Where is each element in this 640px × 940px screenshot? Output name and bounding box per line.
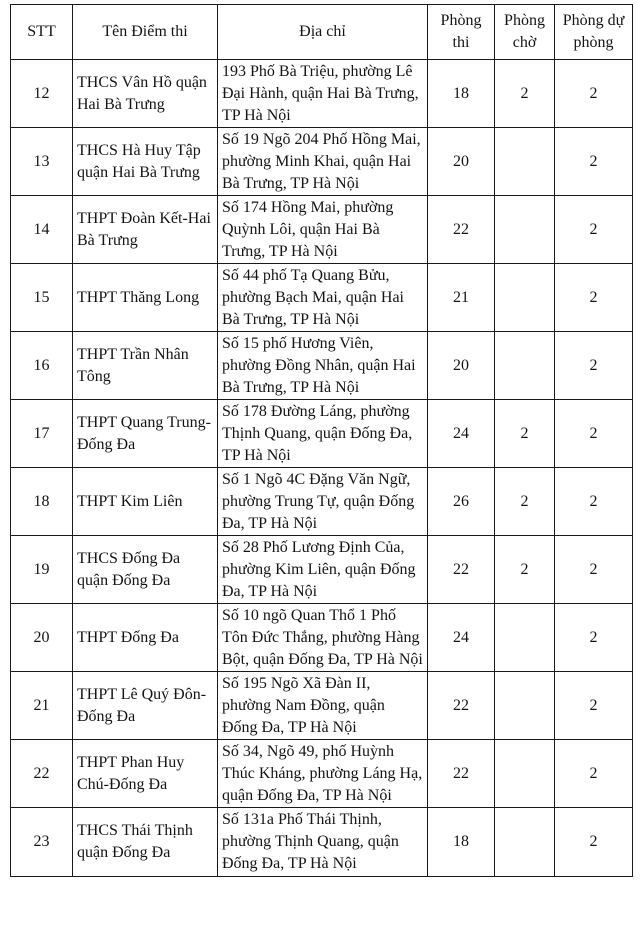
cell-reserve: 2: [555, 196, 633, 264]
cell-rooms: 18: [428, 808, 495, 877]
cell-address: Số 28 Phố Lương Định Của, phường Kim Liên, quận Đống Đa, TP Hà Nội: [218, 536, 428, 604]
table-row: [11, 400, 633, 468]
table-row: [11, 468, 633, 536]
table-row: [11, 536, 633, 604]
table-row: [11, 604, 633, 672]
table-row: [11, 808, 633, 877]
cell-waiting: [495, 196, 555, 264]
cell-waiting: [495, 332, 555, 400]
cell-waiting: 2: [495, 536, 555, 604]
header-reserve: Phòng dự phòng: [555, 5, 633, 60]
table-row: [11, 196, 633, 264]
cell-reserve: 2: [555, 60, 633, 128]
cell-name: THCS Thái Thịnh quận Đống Đa: [73, 808, 218, 877]
cell-rooms: 20: [428, 128, 495, 196]
table-row: [11, 60, 633, 128]
table-row: [11, 672, 633, 740]
cell-stt: 15: [11, 264, 73, 332]
cell-reserve: 2: [555, 604, 633, 672]
cell-name: THPT Phan Huy Chú-Đống Đa: [73, 740, 218, 808]
cell-rooms: 22: [428, 740, 495, 808]
table-row: [11, 332, 633, 400]
cell-waiting: [495, 264, 555, 332]
cell-stt: 20: [11, 604, 73, 672]
cell-name: THCS Đống Đa quận Đống Đa: [73, 536, 218, 604]
cell-name: THPT Đoàn Kết-Hai Bà Trưng: [73, 196, 218, 264]
cell-name: THPT Quang Trung-Đống Đa: [73, 400, 218, 468]
header-stt: STT: [11, 5, 73, 60]
cell-rooms: 22: [428, 672, 495, 740]
cell-stt: 19: [11, 536, 73, 604]
cell-stt: 18: [11, 468, 73, 536]
cell-reserve: 2: [555, 740, 633, 808]
cell-address: Số 1 Ngõ 4C Đặng Văn Ngữ, phường Trung Tự, quận Đống Đa, TP Hà Nội: [218, 468, 428, 536]
cell-waiting: [495, 672, 555, 740]
cell-reserve: 2: [555, 400, 633, 468]
cell-address: Số 131a Phố Thái Thịnh, phường Thịnh Quang, quận Đống Đa, TP Hà Nội: [218, 808, 428, 877]
cell-name: THPT Thăng Long: [73, 264, 218, 332]
cell-waiting: [495, 740, 555, 808]
cell-reserve: 2: [555, 128, 633, 196]
exam-sites-table: [10, 4, 633, 877]
cell-rooms: 18: [428, 60, 495, 128]
cell-stt: 12: [11, 60, 73, 128]
header-rooms: Phòng thi: [428, 5, 495, 60]
cell-name: THPT Lê Quý Đôn-Đống Đa: [73, 672, 218, 740]
cell-rooms: 22: [428, 536, 495, 604]
cell-reserve: 2: [555, 468, 633, 536]
header-waiting: Phòng chờ: [495, 5, 555, 60]
table-row: [11, 128, 633, 196]
cell-rooms: 24: [428, 400, 495, 468]
cell-waiting: 2: [495, 60, 555, 128]
cell-stt: 21: [11, 672, 73, 740]
cell-stt: 23: [11, 808, 73, 877]
cell-address: Số 10 ngõ Quan Thổ 1 Phố Tôn Đức Thắng, phường Hàng Bột, quận Đống Đa, TP Hà Nội: [218, 604, 428, 672]
cell-rooms: 22: [428, 196, 495, 264]
cell-rooms: 21: [428, 264, 495, 332]
table-row: [11, 264, 633, 332]
cell-waiting: 2: [495, 468, 555, 536]
cell-stt: 16: [11, 332, 73, 400]
header-name: Tên Điểm thi: [73, 5, 218, 60]
cell-reserve: 2: [555, 264, 633, 332]
table-header-row: [11, 5, 633, 60]
header-address: Địa chỉ: [218, 5, 428, 60]
cell-waiting: [495, 604, 555, 672]
cell-address: Số 174 Hồng Mai, phường Quỳnh Lôi, quận Hai Bà Trưng, TP Hà Nội: [218, 196, 428, 264]
cell-name: THCS Vân Hồ quận Hai Bà Trưng: [73, 60, 218, 128]
cell-reserve: 2: [555, 536, 633, 604]
cell-waiting: 2: [495, 400, 555, 468]
cell-name: THCS Hà Huy Tập quận Hai Bà Trưng: [73, 128, 218, 196]
cell-address: Số 195 Ngõ Xã Đàn II, phường Nam Đồng, quận Đống Đa, TP Hà Nội: [218, 672, 428, 740]
cell-address: 193 Phố Bà Triệu, phường Lê Đại Hành, quận Hai Bà Trưng, TP Hà Nội: [218, 60, 428, 128]
cell-reserve: 2: [555, 808, 633, 877]
cell-address: Số 15 phố Hương Viên, phường Đồng Nhân, quận Hai Bà Trưng, TP Hà Nội: [218, 332, 428, 400]
cell-name: THPT Đống Đa: [73, 604, 218, 672]
cell-rooms: 24: [428, 604, 495, 672]
cell-name: THPT Kim Liên: [73, 468, 218, 536]
cell-address: Số 178 Đường Láng, phường Thịnh Quang, quận Đống Đa, TP Hà Nội: [218, 400, 428, 468]
cell-waiting: [495, 808, 555, 877]
cell-address: Số 34, Ngõ 49, phố Huỳnh Thúc Kháng, phường Láng Hạ, quận Đống Đa, TP Hà Nội: [218, 740, 428, 808]
table-row: [11, 740, 633, 808]
cell-stt: 14: [11, 196, 73, 264]
cell-stt: 22: [11, 740, 73, 808]
cell-rooms: 20: [428, 332, 495, 400]
cell-address: Số 19 Ngõ 204 Phố Hồng Mai, phường Minh Khai, quận Hai Bà Trưng, TP Hà Nội: [218, 128, 428, 196]
cell-reserve: 2: [555, 332, 633, 400]
cell-rooms: 26: [428, 468, 495, 536]
cell-stt: 17: [11, 400, 73, 468]
cell-name: THPT Trần Nhân Tông: [73, 332, 218, 400]
cell-reserve: 2: [555, 672, 633, 740]
cell-waiting: [495, 128, 555, 196]
cell-stt: 13: [11, 128, 73, 196]
cell-address: Số 44 phố Tạ Quang Bửu, phường Bạch Mai, quận Hai Bà Trưng, TP Hà Nội: [218, 264, 428, 332]
